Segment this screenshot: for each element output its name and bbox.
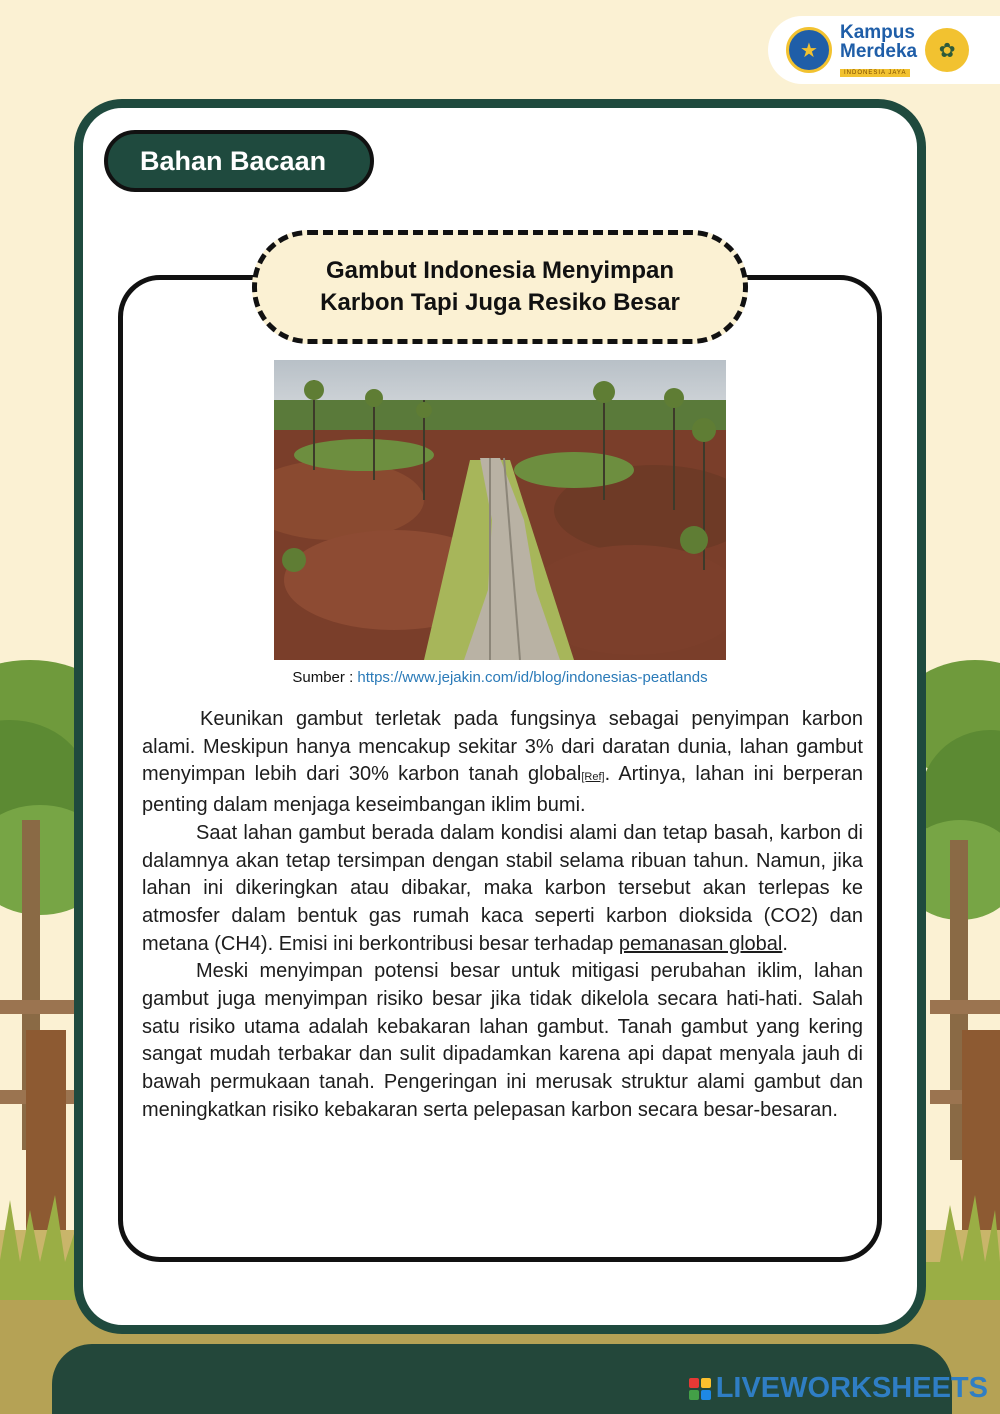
section-badge-label: Bahan Bacaan: [140, 145, 327, 176]
article-body: [142, 706, 863, 1125]
source-link[interactable]: https://www.jejakin.com/id/blog/indonesias-peatlands: [357, 669, 708, 686]
liveworksheets-watermark: [689, 1372, 988, 1405]
university-seal-icon: ✿: [925, 28, 969, 72]
reference-link[interactable]: [Ref]: [581, 771, 605, 784]
liveworksheets-grid-icon: [689, 1378, 711, 1400]
photo-caption: [120, 669, 880, 686]
article-title: [252, 230, 748, 344]
kampus-merdeka-logo: [768, 16, 1000, 84]
paragraph-1: Keunikan gambut terletak pada fungsinya sebagai penyimpan karbon alami. Meskipun hanya mencakup sekitar 3% dari daratan dunia, lahan gambut menyimpan lebih dari 30% karbon tanah global[Ref]. Artinya, lahan ini berperan penting dalam menjaga keseimbangan iklim bumi.: [142, 708, 863, 817]
paragraph-3: Meski menyimpan potensi besar untuk mitigasi perubahan iklim, lahan gambut juga menyimpan risiko besar jika tidak dikelola secara hati-hati. Salah satu risiko utama adalah kebakaran lahan gambut. Tanah gambut yang kering sangat mudah terbakar dan sulit dipadamkan karena api dapat menyala jauh di bawah permukaan tanah. Pengeringan ini merusak struktur alami gambut dan meningkatkan risiko kebakaran serta pelepasan karbon secara besar-besaran.: [142, 960, 863, 1121]
paragraph-2: Saat lahan gambut berada dalam kondisi alami dan tetap basah, karbon di dalamnya akan tetap tersimpan dengan stabil selama ribuan tahun. Namun, jika lahan ini dikeringkan atau dibakar, maka karbon tersebut akan terlepas ke atmosfer dalam bentuk gas rumah kaca seperti karbon dioksida (CO2) dan metana (CH4). Emisi ini berkontribusi besar terhadap pemanasan global.: [142, 821, 863, 955]
peatland-boardwalk-photo: [274, 360, 726, 660]
logo-text-line1: Kampus: [840, 22, 915, 43]
liveworksheets-brand: LIVEWORKSHEETS: [715, 1372, 988, 1404]
logo-text-line3: INDONESIA JAYA: [840, 69, 910, 77]
global-warming-link[interactable]: pemanasan global: [618, 932, 783, 955]
section-badge: [104, 130, 374, 192]
article-title-line1: Gambut Indonesia Menyimpan: [325, 257, 675, 284]
tut-wuri-handayani-icon: ★: [786, 27, 832, 73]
caption-prefix: Sumber :: [292, 669, 358, 686]
logo-text-line2: Merdeka: [840, 41, 918, 62]
article-title-line2: Karbon Tapi Juga Resiko Besar: [320, 289, 680, 316]
